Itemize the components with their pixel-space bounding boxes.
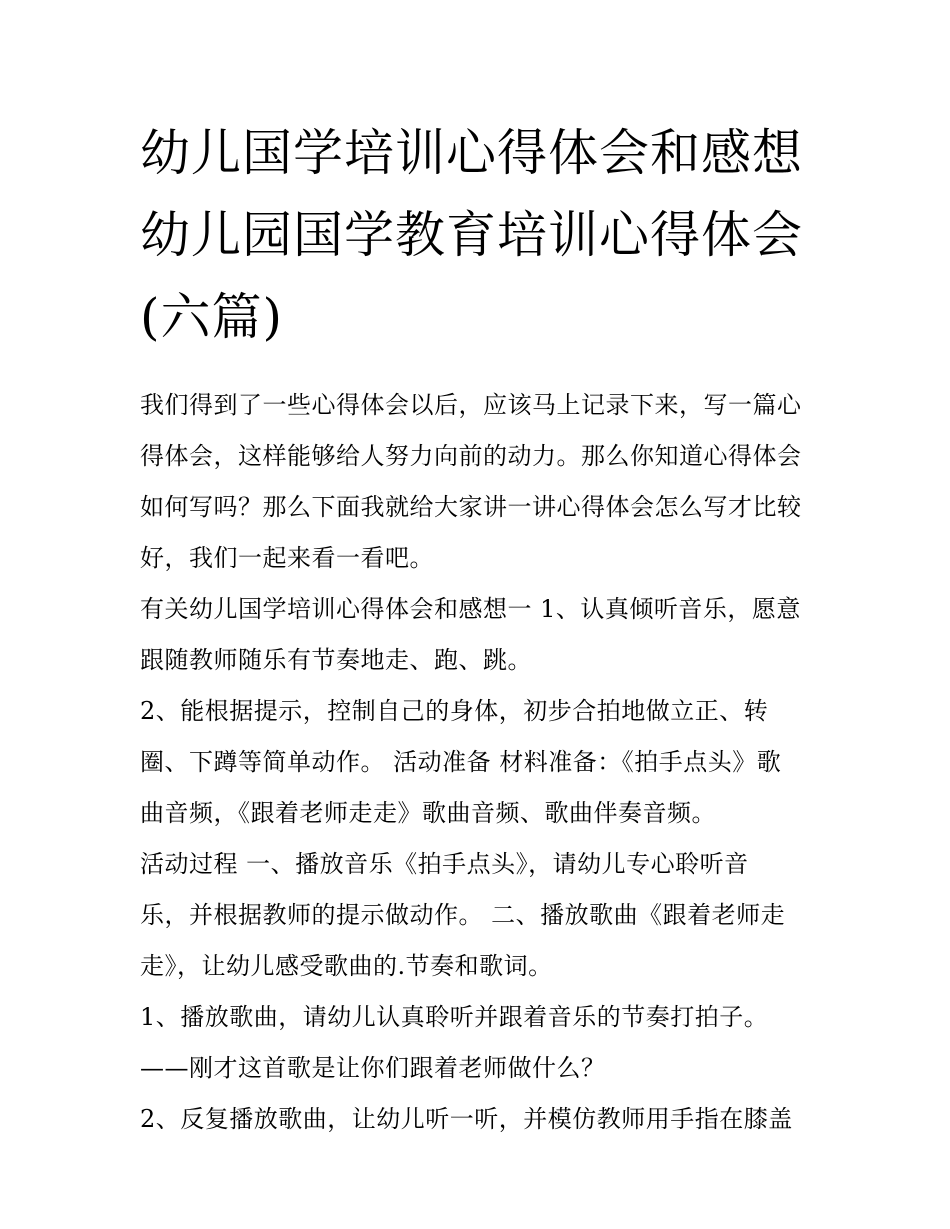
- body-line: 好，我们一起来看一看吧。: [140, 544, 434, 572]
- body-line: 乐，并根据教师的提示做动作。 二、播放歌曲《跟着老师走: [140, 901, 786, 929]
- body-line: ——刚才这首歌是让你们跟着老师做什么？: [140, 1054, 606, 1082]
- body-line: 如何写吗？那么下面我就给大家讲一讲心得体会怎么写才比较: [140, 493, 802, 521]
- body-line: 2、能根据提示，控制自己的身体，初步合拍地做立正、转: [140, 697, 769, 725]
- body-line: 1、播放歌曲，请幼儿认真聆听并跟着音乐的节奏打拍子。: [140, 1003, 769, 1031]
- body-line: 得体会，这样能够给人努力向前的动力。那么你知道心得体会: [140, 442, 802, 470]
- title-line-3: (六篇): [140, 288, 284, 346]
- body-line: 跟随教师随乐有节奏地走、跑、跳。: [140, 646, 532, 674]
- title-line-1: 幼儿国学培训心得体会和感想: [140, 124, 803, 182]
- body-line: 2、反复播放歌曲，让幼儿听一听，并模仿教师用手指在膝盖: [140, 1105, 793, 1133]
- title-line-2: 幼儿园国学教育培训心得体会: [140, 206, 803, 264]
- body-line: 有关幼儿国学培训心得体会和感想一 1、认真倾听音乐，愿意: [140, 595, 801, 623]
- document-body: [140, 380, 820, 1145]
- body-line: 活动过程 一、播放音乐《拍手点头》，请幼儿专心聆听音: [140, 850, 749, 878]
- document-page: [140, 112, 820, 1145]
- body-line: 圈、下蹲等简单动作。 活动准备 材料准备：《拍手点头》歌: [140, 748, 782, 776]
- body-line: 我们得到了一些心得体会以后，应该马上记录下来，写一篇心: [140, 391, 802, 419]
- body-line: 走》，让幼儿感受歌曲的.节奏和歌词。: [140, 952, 553, 980]
- body-line: 曲音频，《跟着老师走走》歌曲音频、歌曲伴奏音频。: [140, 799, 716, 827]
- document-title: [140, 112, 820, 358]
